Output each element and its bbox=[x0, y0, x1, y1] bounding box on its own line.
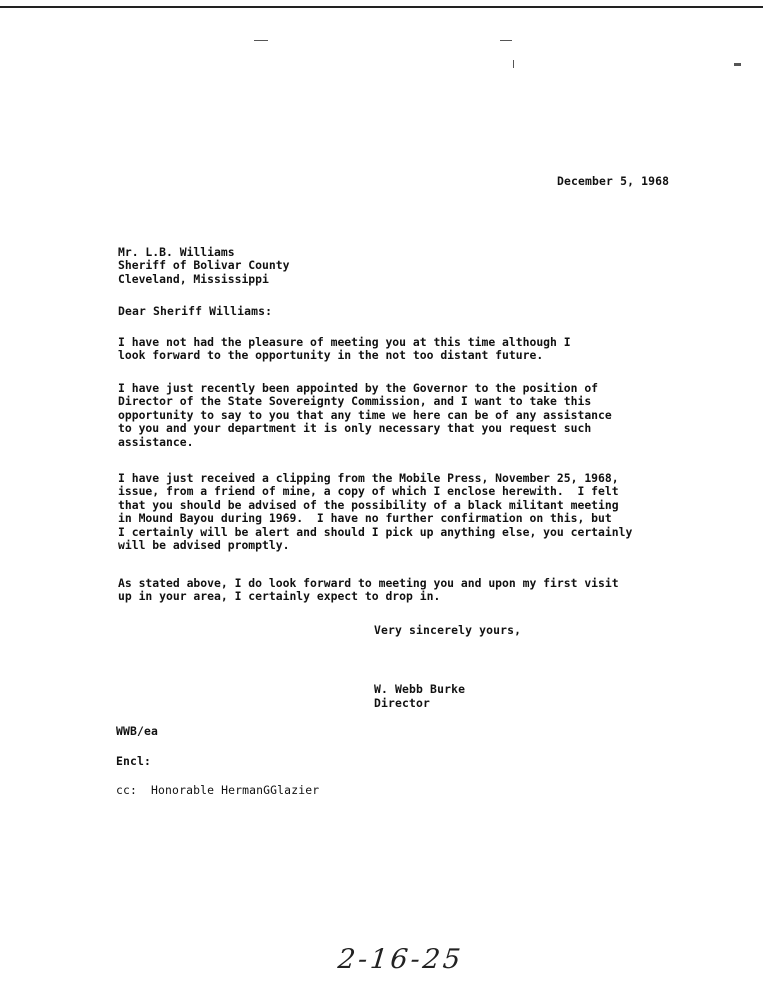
body-paragraph-3 bbox=[118, 472, 632, 552]
paragraph-line: I have not had the pleasure of meeting you at this time although I bbox=[118, 335, 571, 349]
letter-date: December 5, 1968 bbox=[557, 174, 670, 188]
signer-title: Director bbox=[374, 696, 431, 710]
scan-speck bbox=[500, 40, 512, 41]
salutation: Dear Sheriff Williams: bbox=[118, 304, 273, 318]
paragraph-line: will be advised promptly. bbox=[118, 538, 290, 553]
address-line: Sheriff of Bolivar County bbox=[118, 258, 290, 273]
closing: Very sincerely yours, bbox=[374, 623, 522, 637]
page-top-edge bbox=[0, 6, 763, 8]
enclosure-note: Encl: bbox=[116, 754, 152, 768]
paragraph-line: I have just received a clipping from the Mobile Press, November 25, 1968, bbox=[118, 471, 619, 485]
paragraph-line: I certainly will be alert and should I pick up anything else, you certainly bbox=[118, 524, 633, 539]
paragraph-line: look forward to the opportunity in the not too distant future. bbox=[118, 348, 544, 363]
typist-initials: WWB/ea bbox=[116, 724, 159, 738]
paragraph-line: in Mound Bayou during 1969. I have no further confirmation on this, but bbox=[118, 511, 612, 526]
paragraph-line: up in your area, I certainly expect to drop in. bbox=[118, 589, 441, 604]
address-line: Cleveland, Mississippi bbox=[118, 271, 269, 286]
paragraph-line: As stated above, I do look forward to meeting you and upon my first visit bbox=[118, 576, 619, 590]
body-paragraph-1 bbox=[118, 336, 571, 363]
scan-speck bbox=[254, 40, 268, 41]
paragraph-line: Director of the State Sovereignty Commission, and I want to take this bbox=[118, 394, 592, 409]
paragraph-line: to you and your department it is only necessary that you request such bbox=[118, 421, 592, 436]
recipient-address bbox=[118, 246, 289, 286]
paragraph-line: that you should be advised of the possibility of a black militant meeting bbox=[118, 497, 619, 512]
signer-name: W. Webb Burke bbox=[374, 682, 466, 696]
paragraph-line: opportunity to say to you that any time we here can be of any assistance bbox=[118, 407, 612, 422]
scan-speck bbox=[734, 63, 741, 66]
paragraph-line: I have just recently been appointed by the Governor to the position of bbox=[118, 381, 599, 395]
paragraph-line: issue, from a friend of mine, a copy of which I enclose herewith. I felt bbox=[118, 484, 619, 499]
body-paragraph-2 bbox=[118, 382, 612, 449]
address-line: Mr. L.B. Williams bbox=[118, 245, 235, 259]
paragraph-line: assistance. bbox=[118, 434, 194, 449]
body-paragraph-4 bbox=[118, 577, 619, 604]
carbon-copy-line: cc: Honorable HermanGGlazier bbox=[116, 783, 320, 797]
handwritten-number: 2-16-25 bbox=[336, 944, 465, 975]
scan-speck bbox=[513, 60, 514, 68]
